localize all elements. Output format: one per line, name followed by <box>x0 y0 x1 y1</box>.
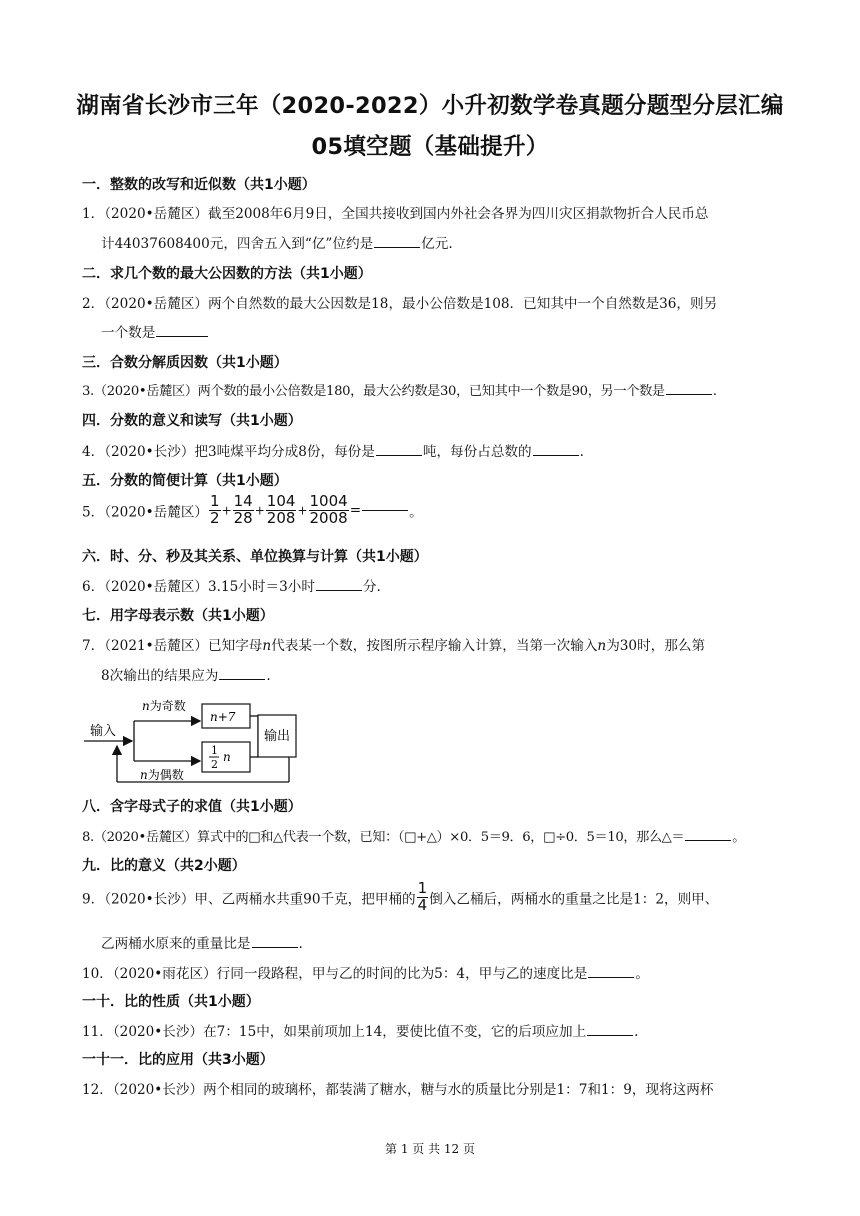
question-7-line2 <box>101 664 271 684</box>
section-heading-8: 八．含字母式子的求值（共1小题） <box>82 799 302 815</box>
answer-blank[interactable] <box>588 976 634 978</box>
q9-text-2: 倒入乙桶后，两桶水的重量之比是1：2，则甲、 <box>429 891 719 908</box>
q10-text: 10．（2020•雨花区）行同一段路程，甲与乙的时间的比为5：4，甲与乙的速度比是 <box>82 966 588 982</box>
q5-text: 5．（2020•岳麓区） <box>82 504 209 521</box>
question-7-line1 <box>82 634 705 654</box>
question-12-line1: 12．（2020•长沙）两个相同的玻璃杯，都装满了糖水，糖与水的质量比分别是1：7和1：9，现将这两杯 <box>82 1082 714 1098</box>
fraction-14-28: $\frac{14}{28}$ <box>233 492 253 527</box>
section-heading-7: 七．用字母表示数（共1小题） <box>82 608 274 624</box>
question-1-line2 <box>101 232 453 252</box>
question-10 <box>82 962 649 982</box>
equals-sign: = <box>349 502 362 519</box>
question-3 <box>82 380 717 399</box>
plus-sign: + <box>254 503 265 518</box>
variable-n: n <box>597 638 607 654</box>
answer-blank[interactable] <box>219 678 265 680</box>
q3-end: . <box>712 384 717 399</box>
answer-blank[interactable] <box>156 335 208 337</box>
q10-end: 。 <box>635 966 649 982</box>
half-denominator: 2 <box>211 758 218 771</box>
q2-text: 一个数是 <box>101 325 156 341</box>
question-9-line2 <box>101 932 303 952</box>
q5-end: 。 <box>409 504 423 521</box>
q4-end: . <box>579 444 584 460</box>
answer-blank[interactable] <box>376 454 422 456</box>
q6-text: 6．（2020•岳麓区）3.15小时＝3小时 <box>82 579 315 595</box>
q6-unit: 分. <box>362 579 381 595</box>
q7-text-2: 代表某一个数，按图所示程序输入计算，当第一次输入 <box>271 638 598 654</box>
q1-unit: 亿元. <box>421 236 453 252</box>
document-title-line2: 05填空题（基础提升） <box>311 134 549 160</box>
section-heading-5: 五．分数的简便计算（共1小题） <box>82 473 288 489</box>
q1-text: 计44037608400元，四舍五入到“亿”位约是 <box>101 236 374 252</box>
half-numerator: 1 <box>211 744 218 757</box>
q4-text: 4．（2020•长沙）把3吨煤平均分成8份，每份是 <box>82 444 375 460</box>
flowchart-input-label: 输入 <box>90 724 117 739</box>
answer-blank[interactable] <box>374 246 420 248</box>
q8-end: 。 <box>732 830 746 845</box>
q4-text-2: 吨，每份占总数的 <box>422 444 532 460</box>
question-4 <box>82 440 584 460</box>
answer-blank[interactable] <box>362 509 408 511</box>
question-6 <box>82 575 381 595</box>
section-heading-3: 三．合数分解质因数（共1小题） <box>82 355 288 371</box>
section-heading-11: 一十一．比的应用（共3小题） <box>82 1052 274 1068</box>
question-2-line1: 2．（2020•岳麓区）两个自然数的最大公因数是18，最小公倍数是108．已知其中一个自然数是36，则另 <box>82 296 718 312</box>
plus-sign: + <box>297 503 308 518</box>
q11-text: 11．（2020•长沙）在7：15中，如果前项加上14，要使比值不变，它的后项应加上 <box>82 1024 587 1040</box>
q7-text-3: 为30时，那么第 <box>606 638 706 654</box>
answer-blank[interactable] <box>533 454 579 456</box>
answer-blank[interactable] <box>666 393 712 395</box>
program-flowchart <box>82 690 302 786</box>
q7-end: . <box>266 668 271 684</box>
fraction-1-2: $\frac{1}{2}$ <box>210 492 220 527</box>
plus-sign: + <box>221 503 232 518</box>
answer-blank[interactable] <box>587 1034 633 1036</box>
section-heading-9: 九．比的意义（共2小题） <box>82 858 246 874</box>
section-heading-2: 二．求几个数的最大公因数的方法（共1小题） <box>82 266 372 282</box>
answer-blank[interactable] <box>685 839 731 841</box>
variable-n: n <box>262 638 272 654</box>
section-heading-1: 一．整数的改写和近似数（共1小题） <box>82 177 316 193</box>
even-label: n为偶数 <box>140 768 184 782</box>
question-11 <box>82 1020 639 1040</box>
question-9-line1 <box>82 881 718 914</box>
fraction-1-4: $\frac{1}{4}$ <box>417 879 428 914</box>
question-8 <box>82 826 745 845</box>
odd-operation-text: n+7 <box>210 710 236 724</box>
q7-text-4: 8次输出的结果应为 <box>101 668 219 684</box>
flowchart-output-label: 输出 <box>264 729 291 744</box>
question-2-line2 <box>101 321 209 341</box>
odd-label: n为奇数 <box>142 699 186 713</box>
question-5 <box>82 494 423 527</box>
q11-end: . <box>634 1024 639 1040</box>
page-footer: 第 1 页 共 12 页 <box>385 1142 475 1156</box>
section-heading-10: 一十．比的性质（共1小题） <box>82 994 260 1010</box>
answer-blank[interactable] <box>252 946 298 948</box>
section-heading-6: 六．时、分、秒及其关系、单位换算与计算（共1小题） <box>82 549 428 565</box>
q3-text: 3.（2020•岳麓区）两个数的最小公倍数是180，最大公约数是30，已知其中一个数是90，另一个数是 <box>82 384 665 399</box>
q9-text: 9．（2020•长沙）甲、乙两桶水共重90千克，把甲桶的 <box>82 891 416 908</box>
q9-text-3: 乙两桶水原来的重量比是 <box>101 936 251 952</box>
question-1-line1: 1．（2020•岳麓区）截至2008年6月9日，全国共接收到国内外社会各界为四川灾区捐款物折合人民币总 <box>82 206 709 222</box>
half-variable: n <box>223 750 231 764</box>
q8-text: 8.（2020•岳麓区）算式中的□和△代表一个数，已知：（□+△）×0．5＝9．6，□÷0．5＝10，那么△＝ <box>82 830 685 845</box>
fraction-104-208: $\frac{104}{208}$ <box>266 492 296 527</box>
q7-text: 7．（2021•岳麓区）已知字母 <box>82 638 263 654</box>
q9-end: . <box>298 936 303 952</box>
document-title-line1: 湖南省长沙市三年（2020-2022）小升初数学卷真题分题型分层汇编 <box>76 93 784 119</box>
answer-blank[interactable] <box>316 589 362 591</box>
section-heading-4: 四．分数的意义和读写（共1小题） <box>82 413 302 429</box>
fraction-1004-2008: $\frac{1004}{2008}$ <box>309 492 348 527</box>
